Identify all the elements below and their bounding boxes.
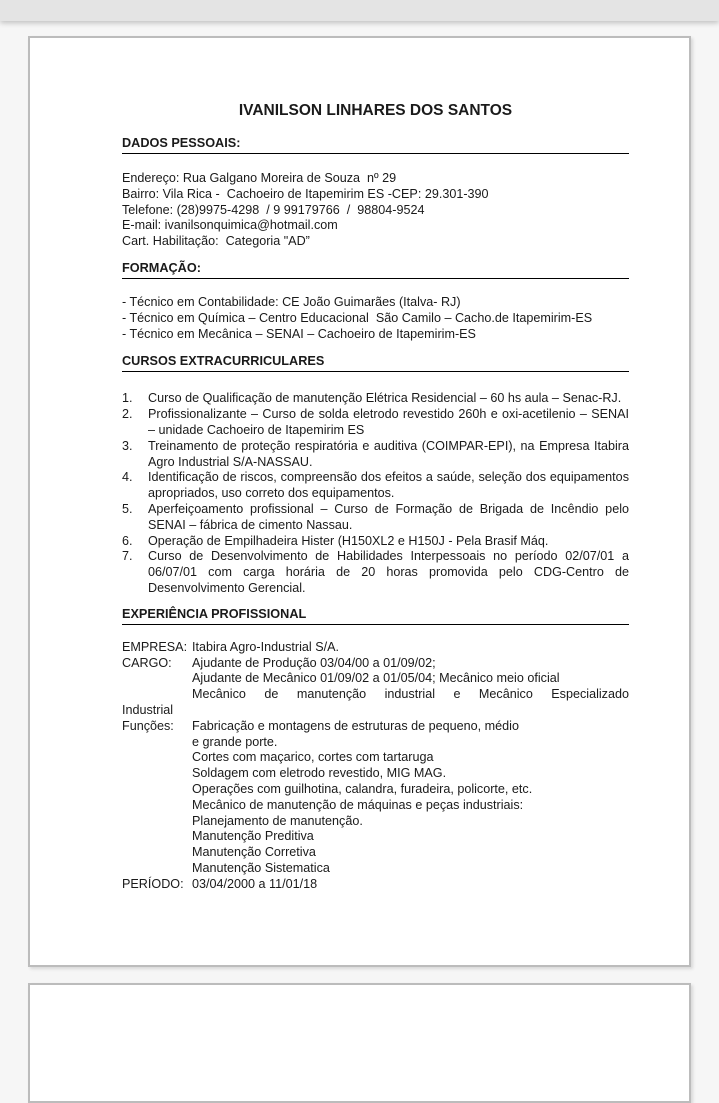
course-item-text: Curso de Qualificação de manutenção Elétrica Residencial – 60 hs aula – Senac-RJ.: [148, 391, 622, 406]
funcoes-line: Fabricação e montagens de estruturas de pequeno, médio: [192, 718, 519, 733]
funcoes-line: e grande porte.: [192, 734, 278, 749]
course-item-number: 5.: [122, 501, 133, 516]
empresa-label: EMPRESA:: [122, 639, 188, 654]
experience-row-periodo: [122, 877, 629, 893]
section-heading-formacao: FORMAÇÃO:: [122, 261, 629, 279]
course-item: [122, 407, 629, 439]
funcoes-line: Cortes com maçarico, cortes com tartaruga: [192, 750, 434, 765]
document-page-2: [28, 983, 691, 1103]
personal-info-line: Endereço: Rua Galgano Moreira de Souza nº 29: [122, 171, 397, 185]
course-item-number: 1.: [122, 391, 133, 406]
course-item: [122, 439, 629, 471]
course-item-text: Identificação de riscos, compreensão dos efeitos a saúde, seleção dos equipamentos apropriados, uso correto dos equipamentos.: [148, 470, 629, 501]
course-item-text: Treinamento de proteção respiratória e auditiva (COIMPAR-EPI), na Empresa Itabira Agro Industrial S/A-NASSAU.: [148, 438, 629, 469]
experience-row-funcoes: [122, 719, 629, 877]
experience-row-cargo: [122, 656, 629, 703]
funcoes-value: [192, 719, 629, 877]
viewer-top-bar: [0, 0, 719, 21]
funcoes-label: Funções:: [122, 718, 174, 733]
cargo-line-justified: Mecânico de manutenção industrial e Mecânico Especializado: [192, 687, 629, 702]
course-item: [122, 391, 629, 407]
empresa-value: Itabira Agro-Industrial S/A.: [192, 639, 339, 654]
cargo-line: Ajudante de Produção 03/04/00 a 01/09/02;: [192, 655, 436, 670]
course-item: [122, 549, 629, 596]
courses-list: [122, 391, 629, 596]
funcoes-line: Soldagem com eletrodo revestido, MIG MAG.: [192, 766, 447, 781]
cargo-value: [192, 656, 629, 703]
course-item-number: 4.: [122, 470, 133, 485]
course-item-number: 7.: [122, 549, 133, 564]
personal-info-line: Bairro: Vila Rica - Cachoeiro de Itapemirim ES -CEP: 29.301-390: [122, 186, 489, 201]
funcoes-line: Manutenção Corretiva: [192, 845, 316, 860]
course-item-text: Profissionalizante – Curso de solda eletrodo revestido 260h e oxi-acetilenio – SENAI – unidade Cachoeiro de Itapemirim ES: [148, 407, 629, 437]
course-item-number: 2.: [122, 407, 133, 422]
course-item: [122, 534, 629, 550]
document-page-1: [28, 36, 691, 967]
periodo-label: PERÍODO:: [122, 876, 184, 891]
document-title: IVANILSON LINHARES DOS SANTOS: [238, 102, 513, 119]
section-heading-cursos-extracurriculares: CURSOS EXTRACURRICULARES: [122, 354, 629, 372]
course-item-number: 3.: [122, 438, 133, 453]
section-heading-dados-pessoais: DADOS PESSOAIS:: [122, 136, 629, 154]
periodo-value: 03/04/2000 a 11/01/18: [192, 876, 318, 891]
education-line: - Técnico em Contabilidade: CE João Guimarães (Italva- RJ): [122, 294, 461, 309]
funcoes-line: Planejamento de manutenção.: [192, 813, 363, 828]
experience-row-empresa: [122, 640, 629, 656]
funcoes-line: Manutenção Preditiva: [192, 829, 314, 844]
course-item-text: Operação de Empilhadeira Hister (H150XL2 e H150J - Pela Brasif Máq.: [148, 533, 549, 548]
cargo-overflow-line: Industrial: [122, 702, 174, 717]
funcoes-line: Manutenção Sistematica: [192, 860, 330, 875]
cargo-line: Ajudante de Mecânico 01/09/02 a 01/05/04; Mecânico meio oficial: [192, 671, 560, 686]
course-item: [122, 502, 629, 534]
course-item: [122, 470, 629, 502]
education-line: - Técnico em Química – Centro Educacional São Camilo – Cacho.de Itapemirim-ES: [122, 310, 593, 325]
personal-info-line: Telefone: (28)9975-4298 / 9 99179766 / 98804-9524: [122, 202, 425, 217]
course-item-text: Curso de Desenvolvimento de Habilidades Interpessoais no período 02/07/01 a 06/07/01 com carga horária de 20 horas promovida pelo CDG-Centro de Desenvolvimento Gerencial.: [148, 549, 629, 595]
education-line: - Técnico em Mecânica – SENAI – Cachoeiro de Itapemirim-ES: [122, 326, 476, 341]
funcoes-line: Operações com guilhotina, calandra, furadeira, policorte, etc.: [192, 781, 533, 796]
course-item-number: 6.: [122, 533, 133, 548]
course-item-text: Aperfeiçoamento profissional – Curso de Formação de Brigada de Incêndio pelo SENAI – fábrica de cimento Nassau.: [148, 501, 629, 532]
personal-info-block: [122, 171, 629, 250]
personal-info-line: E-mail: ivanilsonquimica@hotmail.com: [122, 218, 338, 233]
funcoes-line: Mecânico de manutenção de máquinas e peças industriais:: [192, 797, 524, 812]
section-heading-experiencia-profissional: EXPERIÊNCIA PROFISSIONAL: [122, 607, 629, 625]
cargo-label: CARGO:: [122, 655, 172, 670]
education-block: [122, 295, 629, 342]
personal-info-line: Cart. Habilitação: Categoria "AD”: [122, 234, 310, 249]
